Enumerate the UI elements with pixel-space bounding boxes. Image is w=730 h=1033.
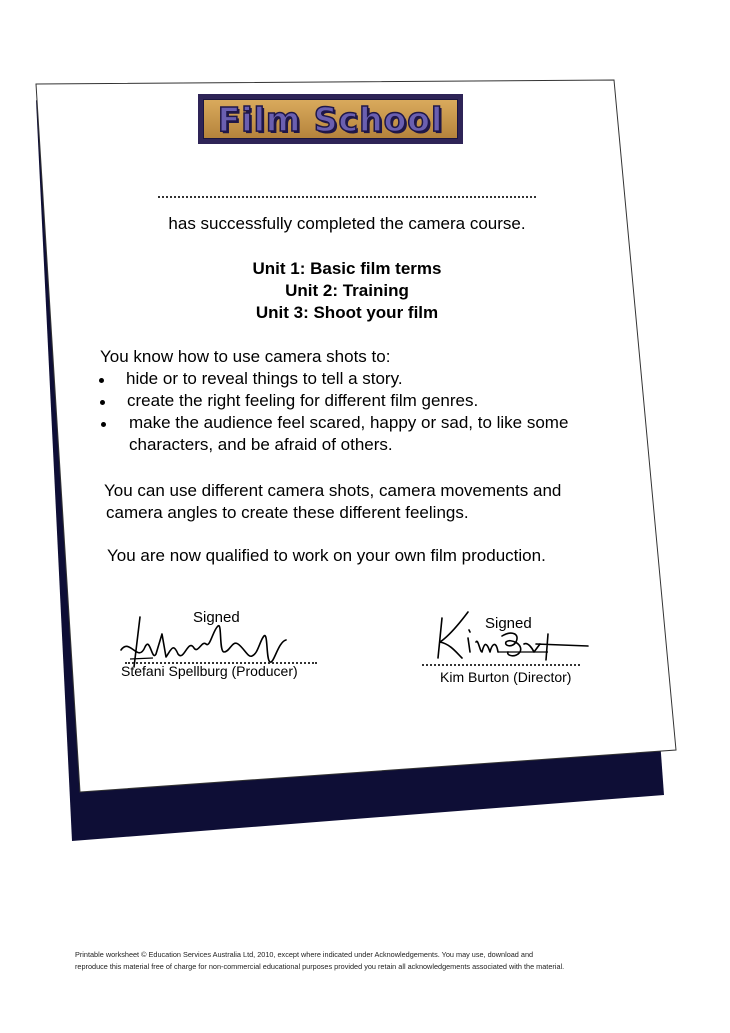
film-school-logo (198, 94, 463, 144)
footer-line-1: Printable worksheet © Education Services Australia Ltd, 2010, except where indicated under Acknowledgements. You may use, download and (75, 950, 534, 959)
footer-line-2: reproduce this material free of charge for non-commercial educational purposes provided you retain all acknowledgements associated with the material. (75, 962, 565, 971)
skills-intro: You know how to use camera shots to: (100, 347, 391, 366)
completion-text: has successfully completed the camera course. (168, 214, 526, 233)
logo-text: Film School (217, 99, 444, 139)
producer-signed-label: Signed (193, 609, 240, 626)
bullet-icon (101, 422, 106, 427)
director-signature-line (422, 662, 580, 666)
bullet-item-continued: characters, and be afraid of others. (129, 435, 393, 454)
paragraph-1-line-1: You can use different camera shots, camera movements and (104, 481, 562, 500)
bullet-item: hide or to reveal things to tell a story. (126, 369, 403, 388)
copyright-footer (75, 949, 675, 973)
director-signed-label: Signed (485, 615, 532, 632)
director-signature-icon (428, 608, 593, 666)
unit-2: Unit 2: Training (285, 281, 409, 300)
director-name: Kim Burton (Director) (440, 669, 572, 685)
paragraph-1-line-2: camera angles to create these different feelings. (106, 503, 469, 522)
producer-name: Stefani Spellburg (Producer) (121, 663, 298, 679)
bullet-item: create the right feeling for different film genres. (127, 391, 479, 410)
bullet-icon (100, 400, 105, 405)
paragraph-2: You are now qualified to work on your own film production. (107, 546, 546, 565)
recipient-name-line (158, 188, 536, 198)
bullet-icon (99, 378, 104, 383)
unit-1: Unit 1: Basic film terms (252, 259, 442, 278)
bullet-item: make the audience feel scared, happy or sad, to like some (129, 413, 569, 432)
unit-3: Unit 3: Shoot your film (255, 303, 439, 322)
